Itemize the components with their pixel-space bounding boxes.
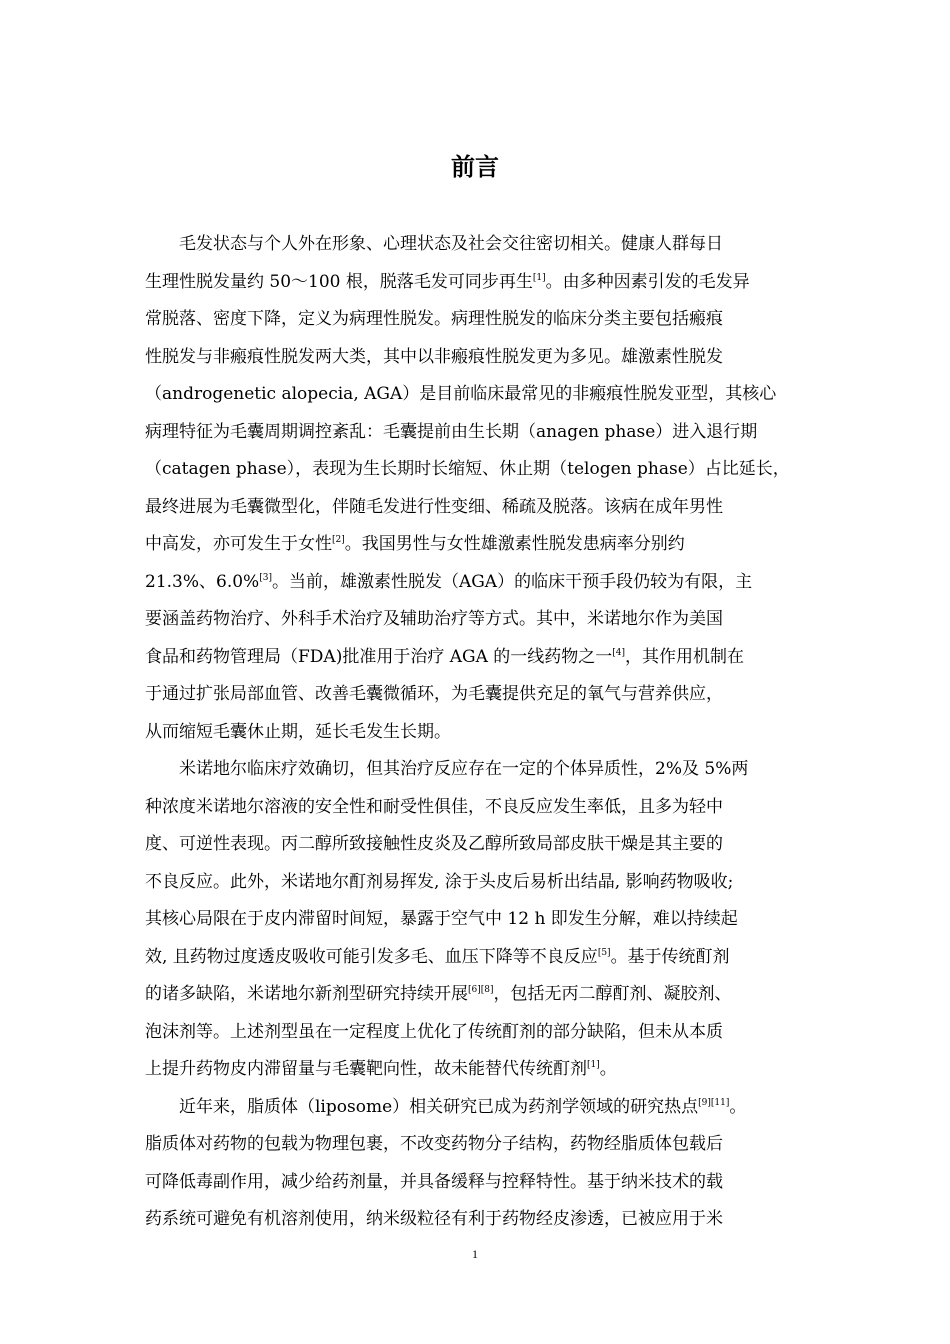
text-run: 从而缩短毛囊休止期，延长毛发生长期。 bbox=[145, 721, 451, 742]
text-run: 。基于传统酊剂 bbox=[610, 946, 730, 967]
body-text bbox=[145, 226, 835, 1239]
citation-mark: [1] bbox=[532, 272, 546, 283]
text-run: 最终进展为毛囊微型化，伴随毛发进行性变细、稀疏及脱落。该病在成年男性 bbox=[145, 496, 723, 517]
text-line bbox=[145, 864, 835, 902]
text-run: 可降低毒副作用，减少给药剂量，并具备缓释与控释特性。基于纳米技术的载 bbox=[145, 1171, 723, 1192]
text-run: 生理性脱发量约 50～100 根，脱落毛发可同步再生 bbox=[145, 271, 533, 292]
text-run: 近年来，脂质体（liposome）相关研究已成为药剂学领域的研究热点 bbox=[179, 1096, 699, 1117]
text-line bbox=[145, 976, 835, 1014]
text-run: 中高发，亦可发生于女性 bbox=[145, 534, 332, 554]
text-line bbox=[145, 901, 835, 939]
text-line bbox=[145, 489, 835, 527]
text-line bbox=[145, 301, 835, 339]
page-number: 1 bbox=[472, 1247, 478, 1261]
citation-mark: [4] bbox=[612, 647, 626, 658]
text-run: 。我国男性与女性雄激素性脱发患病率分别约 bbox=[344, 534, 685, 554]
text-run: 泡沫剂等。上述剂型虽在一定程度上优化了传统酊剂的部分缺陷，但未从本质 bbox=[145, 1021, 723, 1042]
text-run: ，包括无丙二醇酊剂、凝胶剂、 bbox=[493, 984, 732, 1004]
text-line bbox=[145, 714, 835, 752]
text-run: 度、可逆性表现。丙二醇所致接触性皮炎及乙醇所致局部皮肤干燥是其主要的 bbox=[145, 834, 723, 854]
text-run: 药系统可避免有机溶剂使用，纳米级粒径有利于药物经皮渗透，已被应用于米 bbox=[145, 1209, 723, 1229]
citation-mark: [1] bbox=[587, 1060, 600, 1070]
text-run: 脂质体对药物的包载为物理包裹，不改变药物分子结构，药物经脂质体包载后 bbox=[145, 1134, 723, 1154]
text-run: 的诸多缺陷，米诺地尔新剂型研究持续开展 bbox=[145, 984, 468, 1004]
text-run: ，其作用机制在 bbox=[625, 646, 745, 667]
text-line bbox=[145, 601, 835, 639]
text-line bbox=[145, 751, 835, 789]
text-run: 。 bbox=[729, 1096, 747, 1117]
text-run: 要涵盖药物治疗、外科手术治疗及辅助治疗等方式。其中，米诺地尔作为美国 bbox=[145, 609, 723, 629]
text-line bbox=[145, 1089, 835, 1127]
text-line bbox=[145, 226, 835, 264]
text-run: 食品和药物管理局（FDA)批准用于治疗 AGA 的一线药物之一 bbox=[145, 646, 613, 667]
citation-mark: [5] bbox=[597, 947, 611, 958]
text-run: 。由多种因素引发的毛发异 bbox=[545, 271, 750, 292]
citation-mark: [2] bbox=[332, 535, 345, 545]
text-line bbox=[145, 451, 835, 489]
text-run: （catagen phase），表现为生长期时长缩短、休止期（telogen phase）占比延长， bbox=[145, 459, 790, 479]
text-line bbox=[145, 414, 835, 452]
text-line bbox=[145, 1014, 835, 1052]
text-run: 不良反应。此外，米诺地尔酊剂易挥发, 涂于头皮后易析出结晶, 影响药物吸收; bbox=[145, 871, 734, 892]
text-run: 常脱落、密度下降，定义为病理性脱发。病理性脱发的临床分类主要包括瘢痕 bbox=[145, 309, 723, 329]
text-line bbox=[145, 639, 835, 677]
text-run: 21.3%、6.0% bbox=[145, 571, 260, 592]
text-line bbox=[145, 789, 835, 827]
text-run: 于通过扩张局部血管、改善毛囊微循环，为毛囊提供充足的氧气与营养供应， bbox=[145, 684, 723, 704]
text-run: 性脱发与非瘢痕性脱发两大类，其中以非瘢痕性脱发更为多见。雄激素性脱发 bbox=[145, 346, 723, 367]
citation-mark: [6][8] bbox=[468, 985, 494, 995]
text-run: 。 bbox=[599, 1059, 617, 1079]
text-line bbox=[145, 376, 835, 414]
text-line bbox=[145, 676, 835, 714]
text-run: 毛发状态与个人外在形象、心理状态及社会交往密切相关。健康人群每日 bbox=[179, 234, 723, 254]
text-run: （androgenetic alopecia, AGA）是目前临床最常见的非瘢痕性脱发亚型，其核心 bbox=[145, 384, 777, 404]
text-line bbox=[145, 526, 835, 564]
text-line bbox=[145, 1051, 835, 1089]
text-line bbox=[145, 339, 835, 377]
text-run: 米诺地尔临床疗效确切，但其治疗反应存在一定的个体异质性，2%及 5%两 bbox=[179, 759, 749, 779]
text-run: 。当前，雄激素性脱发（AGA）的临床干预手段仍较为有限，主 bbox=[271, 571, 753, 592]
text-line bbox=[145, 264, 835, 302]
text-line bbox=[145, 939, 835, 977]
text-run: 上提升药物皮内滞留量与毛囊靶向性，故未能替代传统酊剂 bbox=[145, 1059, 587, 1079]
text-run: 病理特征为毛囊周期调控紊乱：毛囊提前由生长期（anagen phase）进入退行期 bbox=[145, 421, 758, 442]
text-run: 效, 且药物过度透皮吸收可能引发多毛、血压下降等不良反应 bbox=[145, 946, 598, 967]
text-line bbox=[145, 826, 835, 864]
text-line bbox=[145, 1201, 835, 1239]
text-line bbox=[145, 1126, 835, 1164]
text-run: 其核心局限在于皮内滞留时间短，暴露于空气中 12 h 即发生分解，难以持续起 bbox=[145, 909, 738, 929]
citation-mark: [3] bbox=[259, 572, 272, 583]
text-run: 种浓度米诺地尔溶液的安全性和耐受性俱佳，不良反应发生率低，且多为轻中 bbox=[145, 796, 723, 817]
citation-mark: [9][11] bbox=[698, 1097, 730, 1108]
text-line bbox=[145, 1164, 835, 1202]
text-line bbox=[145, 564, 835, 602]
page-title: 前言 bbox=[451, 153, 499, 181]
